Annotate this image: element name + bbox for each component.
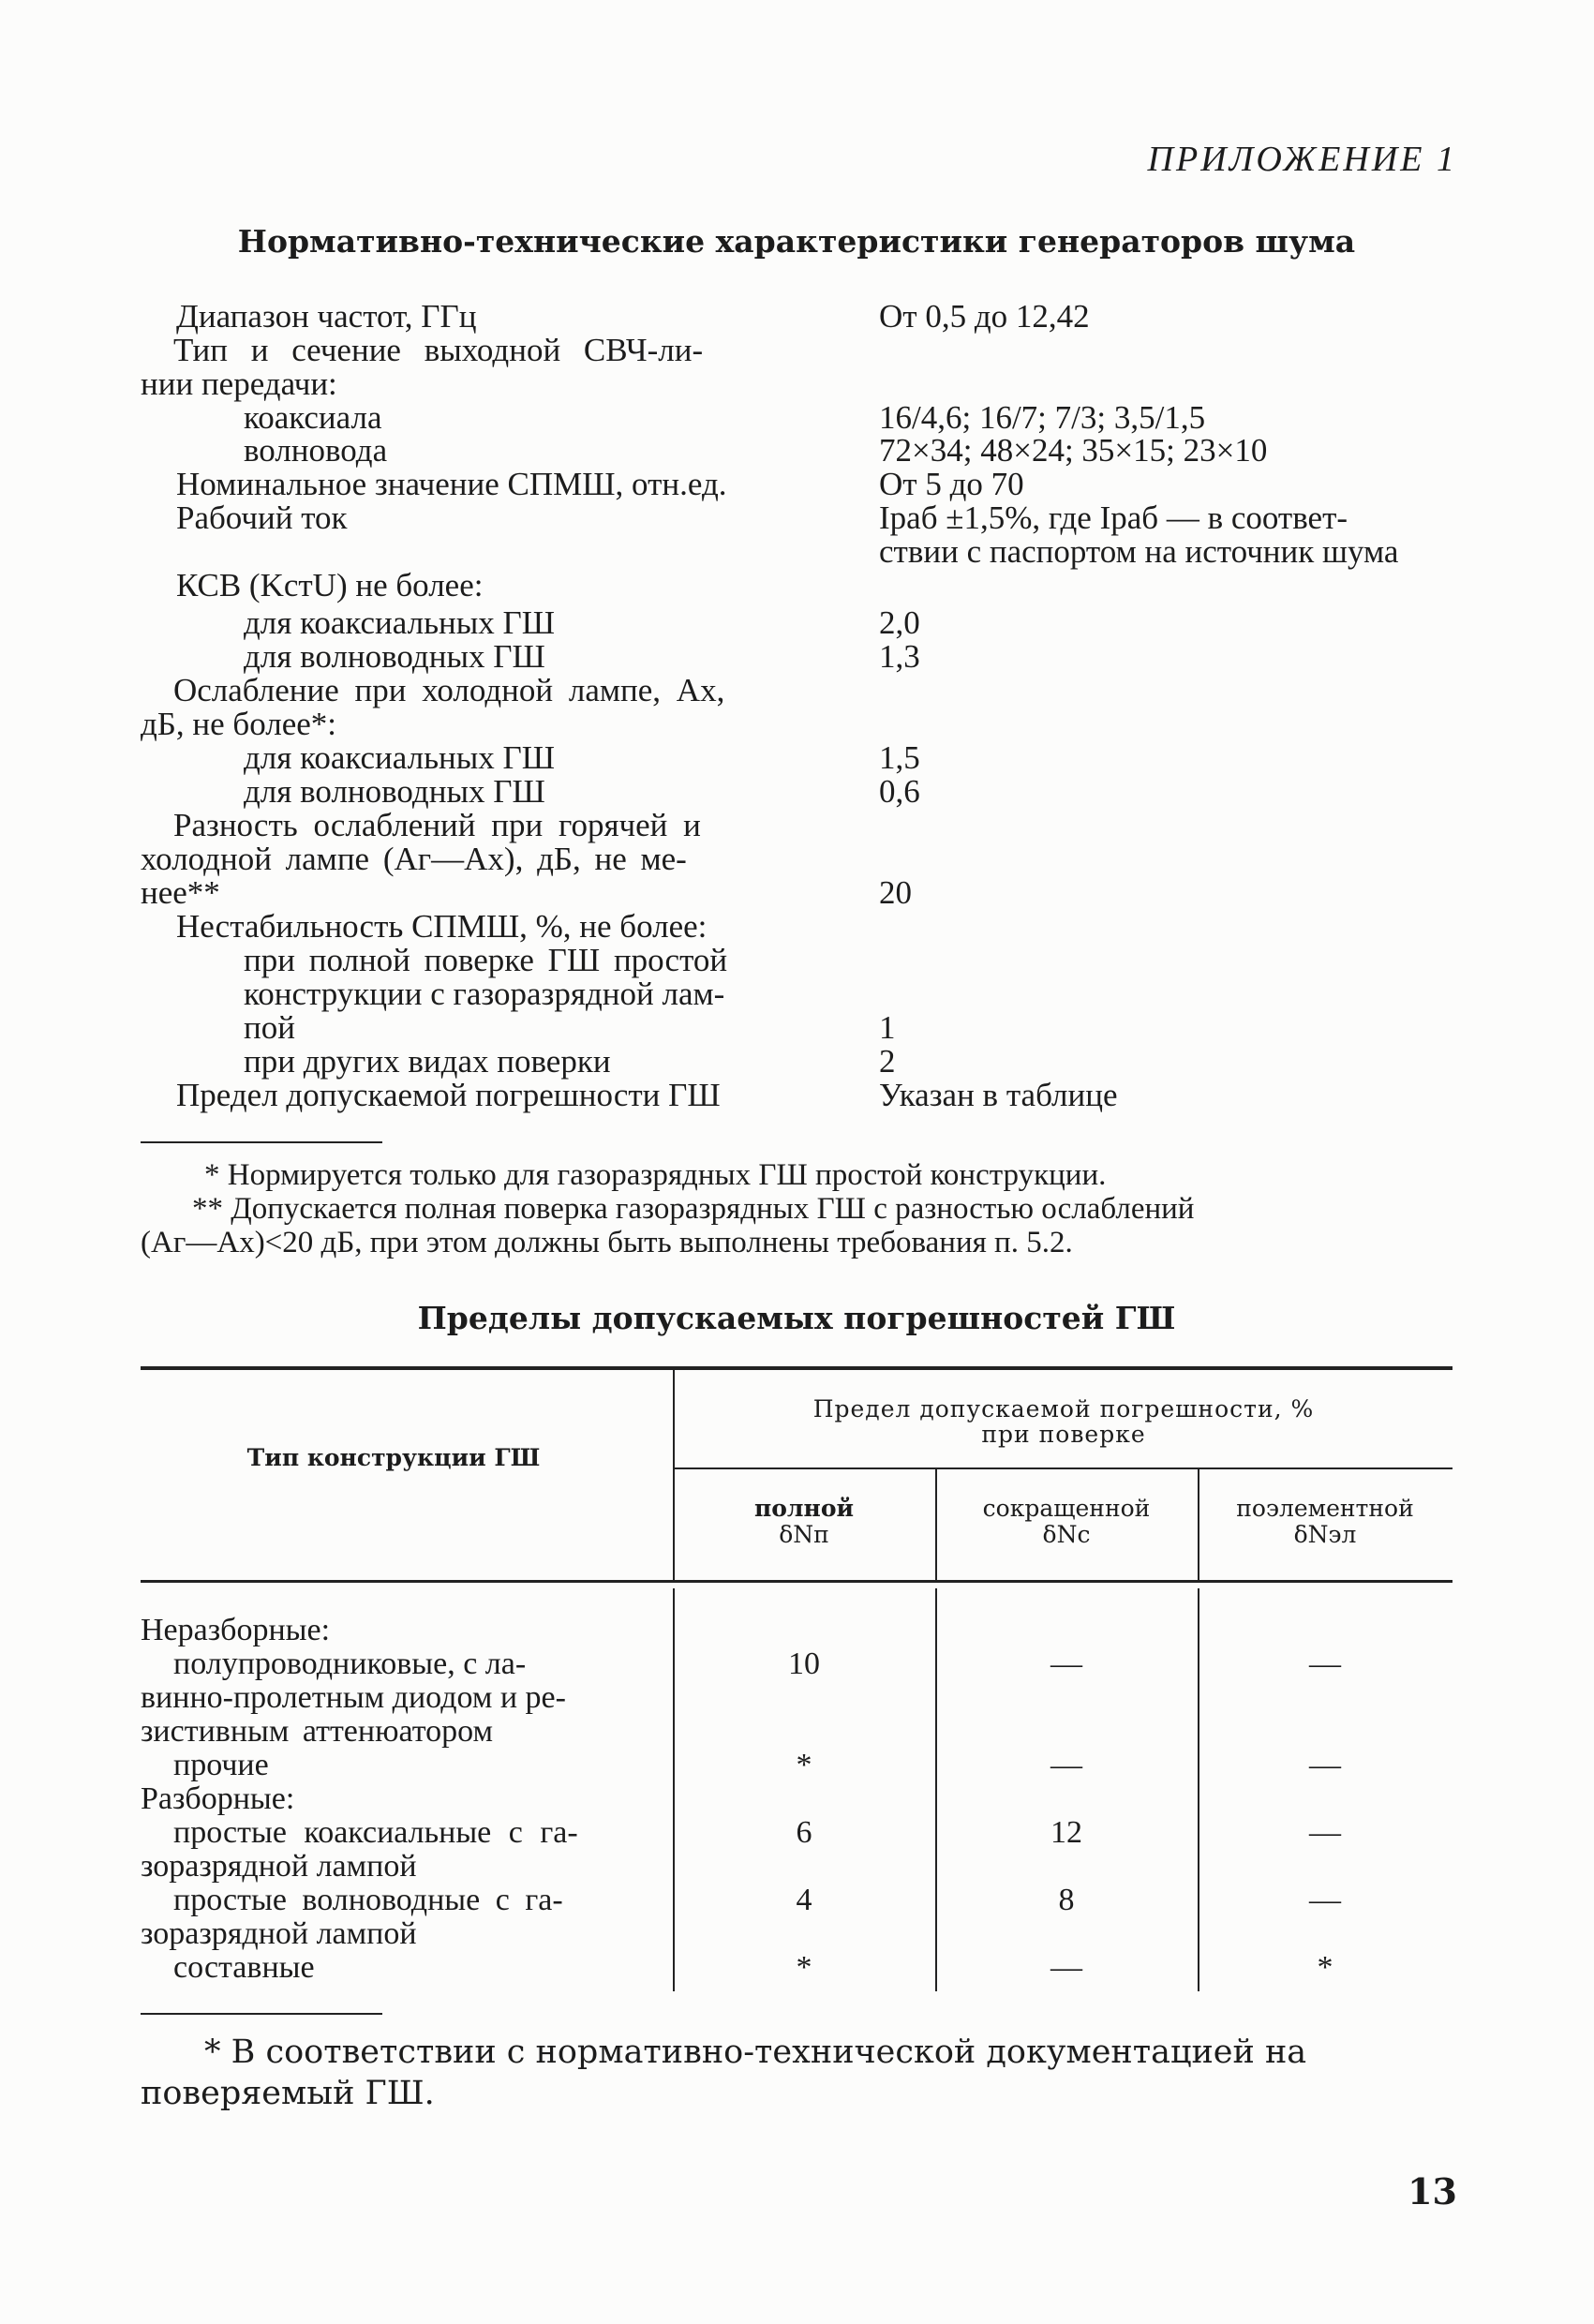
col-header-full: полной (753, 1495, 855, 1522)
col-header-full-symbol: δNп (779, 1521, 829, 1548)
table-row-label: зистивным аттенюатором (141, 1714, 493, 1749)
col-header-elem-symbol: δNэл (1293, 1521, 1357, 1548)
table-cell-elem: — (1309, 1883, 1341, 1917)
table-cell-short: 8 (1058, 1883, 1075, 1917)
char-label: при полной поверке ГШ простой (244, 942, 728, 978)
section-title: Нормативно-технические характеристики генераторов шума (237, 223, 1356, 260)
char-value: Указан в таблице (879, 1077, 1118, 1113)
char-value: От 0,5 до 12,42 (879, 298, 1090, 335)
char-label: волновода (244, 432, 388, 469)
char-label: при других видах поверки (244, 1043, 611, 1080)
char-label: для коаксиальных ГШ (244, 604, 556, 641)
footnote-2-continuation: (Aг—Ax)<20 дБ, при этом должны быть выполнены требования п. 5.2. (141, 1226, 1073, 1259)
table-header-border (141, 1580, 1452, 1583)
char-label: Нестабильность СПМШ, %, не более: (176, 908, 708, 945)
char-label: Номинальное значение СПМШ, отн.ед. (176, 466, 727, 502)
char-value: 2 (879, 1043, 896, 1080)
table-cell-short: — (1050, 1646, 1082, 1681)
table-cell-elem: * (1317, 1950, 1333, 1985)
char-value: ствии с паспортом на источник шума (879, 533, 1399, 570)
table-title: Пределы допускаемых погрешностей ГШ (417, 1300, 1176, 1336)
col-header-group: Предел допускаемой погрешности, % при поверке (812, 1395, 1315, 1448)
page-number: 13 (1408, 2170, 1457, 2212)
table-row-label: составные (173, 1950, 315, 1985)
char-value: 20 (879, 874, 912, 911)
char-value: 1,5 (879, 739, 920, 776)
table-footnote: * В соответствии с нормативно-технической документацией на поверяемый ГШ. (141, 2034, 1307, 2112)
char-value: 72×34; 48×24; 35×15; 23×10 (879, 432, 1268, 469)
footnote-1: * Нормируется только для газоразрядных ГШ простой конструкции. (204, 1158, 1107, 1192)
table-cell-short: — (1050, 1950, 1082, 1985)
char-label: Рабочий ток (176, 499, 348, 536)
table-footnote-divider (141, 2013, 382, 2015)
char-label: нее** (141, 874, 220, 911)
char-label: Предел допускаемой погрешности ГШ (176, 1077, 721, 1113)
table-row-label: простые волноводные с га- (173, 1883, 563, 1917)
char-label: пой (244, 1009, 295, 1046)
char-value: 16/4,6; 16/7; 7/3; 3,5/1,5 (879, 399, 1206, 436)
table-row-label: зоразрядной лампой (141, 1849, 417, 1884)
table-top-border (141, 1366, 1452, 1370)
col-header-type: Тип конструкции ГШ (246, 1444, 541, 1471)
table-cell-elem: — (1309, 1815, 1341, 1850)
appendix-label: ПРИЛОЖЕНИЕ 1 (1147, 140, 1457, 179)
char-label: для волноводных ГШ (244, 773, 545, 810)
table-cell-full: 6 (796, 1815, 812, 1850)
char-label: для коаксиальных ГШ (244, 739, 556, 776)
table-row-label: простые коаксиальные с га- (173, 1815, 578, 1850)
table-cell-full: 4 (796, 1883, 812, 1917)
char-value: 1 (879, 1009, 896, 1046)
table-cell-elem: — (1309, 1748, 1341, 1782)
char-label: нии передачи: (141, 365, 337, 402)
col-header-short-symbol: δNс (1042, 1521, 1091, 1548)
char-value: 0,6 (879, 773, 920, 810)
footnote-divider (141, 1141, 382, 1143)
char-value: 2,0 (879, 604, 920, 641)
table-row-label: Разборные: (141, 1781, 295, 1816)
char-label: КСВ (KстU) не более: (176, 567, 484, 603)
table-cell-short: — (1050, 1748, 1082, 1782)
table-cell-full: * (796, 1748, 812, 1782)
table-row-label: винно-пролетным диодом и ре- (141, 1680, 566, 1715)
char-label: Тип и сечение выходной СВЧ-ли- (173, 332, 704, 368)
table-cell-full: 10 (788, 1646, 820, 1681)
table-group-divider (673, 1467, 1452, 1469)
col-header-short: сокращенной (982, 1495, 1151, 1522)
char-value: От 5 до 70 (879, 466, 1024, 502)
table-row-label: полупроводниковые, с ла- (173, 1646, 527, 1681)
table-row-label: прочие (173, 1748, 269, 1782)
table-cell-full: * (796, 1950, 812, 1985)
char-label: коаксиала (244, 399, 382, 436)
table-cell-elem: — (1309, 1646, 1341, 1681)
char-label: холодной лампе (Aг—Ax), дБ, не ме- (141, 841, 687, 877)
table-cell-short: 12 (1050, 1815, 1082, 1850)
char-label: Разность ослаблений при горячей и (173, 807, 701, 843)
col-header-elem: поэлементной (1236, 1495, 1414, 1522)
footnote-2: ** Допускается полная поверка газоразрядных ГШ с разностью ослаблений (192, 1192, 1195, 1226)
table-row-label: Неразборные: (141, 1613, 331, 1647)
char-label: Диапазон частот, ГГц (176, 298, 477, 335)
table-vline (673, 1370, 675, 1580)
table-row-label: зоразрядной лампой (141, 1916, 417, 1951)
char-label: конструкции с газоразрядной лам- (244, 976, 725, 1012)
char-value: 1,3 (879, 638, 920, 675)
char-label: для волноводных ГШ (244, 638, 545, 675)
char-label: Ослабление при холодной лампе, Ax, (173, 672, 725, 708)
char-value: Iраб ±1,5%, где Iраб — в соответ- (879, 499, 1348, 536)
char-label: дБ, не более*: (141, 706, 337, 742)
